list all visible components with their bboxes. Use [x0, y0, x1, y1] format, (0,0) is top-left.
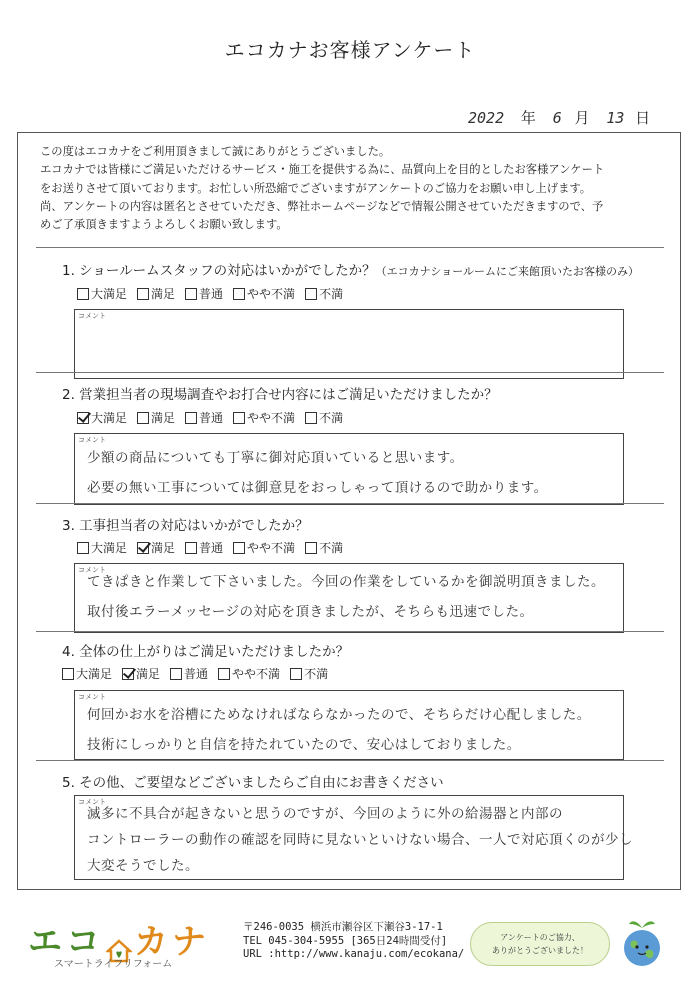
- date-month-label: 月: [574, 109, 590, 127]
- page-title: エコカナお客様アンケート: [224, 38, 476, 62]
- handwritten-comment-line: 大変そうでした。: [87, 858, 199, 874]
- checkbox-checked[interactable]: [122, 668, 134, 680]
- handwritten-comment-line: 何回かお水を浴槽にためなければならなかったので、そちらだけ心配しました。: [87, 707, 591, 723]
- handwritten-comment-line: 技術にしっかりと自信を持たれていたので、安心はしておりました。: [87, 737, 521, 753]
- checkbox[interactable]: [233, 412, 245, 424]
- option-label: 満足: [136, 667, 161, 681]
- comment-box-1[interactable]: [74, 309, 624, 379]
- checkbox[interactable]: [185, 542, 197, 554]
- option-somewhat-dissatisfied[interactable]: [233, 285, 295, 302]
- question-3-options: [77, 539, 343, 556]
- option-label: 不満: [319, 541, 344, 555]
- option-label: やや不満: [247, 541, 296, 555]
- option-somewhat-dissatisfied[interactable]: [233, 409, 295, 426]
- comment-label: コメント: [78, 312, 106, 320]
- company-address: [243, 921, 464, 962]
- option-somewhat-dissatisfied[interactable]: [233, 539, 295, 556]
- option-label: やや不満: [247, 411, 296, 425]
- comment-label: コメント: [78, 693, 106, 701]
- question-1-text: 1. ショールームスタッフの対応はいかがでしたか？: [62, 263, 376, 279]
- section-divider: [36, 247, 664, 248]
- option-dissatisfied[interactable]: [305, 285, 343, 302]
- section-divider: [36, 372, 664, 373]
- checkbox-checked[interactable]: [77, 412, 89, 424]
- option-neutral[interactable]: [185, 539, 223, 556]
- date-month: 6: [552, 109, 562, 127]
- option-dissatisfied[interactable]: [305, 409, 343, 426]
- option-label: やや不満: [247, 287, 296, 301]
- checkbox[interactable]: [137, 412, 149, 424]
- comment-label: コメント: [78, 436, 106, 444]
- logo-text-right: カナ: [134, 922, 210, 962]
- checkbox[interactable]: [305, 542, 317, 554]
- option-neutral[interactable]: [185, 409, 223, 426]
- question-4-options: [62, 665, 328, 682]
- intro-line: この度はエコカナをご利用頂きまして誠にありがとうございました。: [40, 145, 391, 158]
- checkbox[interactable]: [77, 288, 89, 300]
- date-day: 13: [606, 109, 625, 127]
- option-label: 不満: [319, 287, 344, 301]
- intro-line: 尚、アンケートの内容は匿名とさせていただき、弊社ホームページなどで情報公開させていただきますので、予: [40, 199, 604, 213]
- logo-subtitle: スマートライフリフォーム: [54, 959, 173, 970]
- question-3: [62, 514, 309, 534]
- option-label: 不満: [304, 667, 329, 681]
- earth-mascot-icon: [617, 916, 667, 972]
- option-label: 不満: [319, 411, 344, 425]
- comment-box-4[interactable]: [74, 690, 624, 760]
- checkbox[interactable]: [62, 668, 74, 680]
- section-divider: [36, 503, 664, 504]
- comment-label: コメント: [78, 798, 106, 806]
- option-label: 満足: [151, 287, 176, 301]
- handwritten-comment-line: 滅多に不具合が起きないと思うのですが、今回のように外の給湯器と内部の: [87, 806, 563, 822]
- intro-line: をお送りさせて頂いております。お忙しい所恐縮でございますがアンケートのご協力をお願い申し上げます。: [40, 181, 592, 195]
- question-4-text: 4. 全体の仕上がりはご満足いただけましたか？: [62, 644, 350, 660]
- option-label: 大満足: [76, 667, 113, 681]
- address-line: 〒246-0035 横浜市瀬谷区下瀬谷3-17-1: [243, 921, 443, 933]
- date-year: 2022: [468, 109, 505, 127]
- section-divider: [36, 760, 664, 761]
- checkbox[interactable]: [170, 668, 182, 680]
- option-satisfied[interactable]: [137, 285, 175, 302]
- checkbox[interactable]: [77, 542, 89, 554]
- option-label: やや不満: [232, 667, 281, 681]
- checkbox[interactable]: [185, 412, 197, 424]
- option-satisfied[interactable]: [122, 665, 160, 682]
- option-label: 普通: [199, 411, 224, 425]
- option-dissatisfied[interactable]: [305, 539, 343, 556]
- intro-line: エコカナでは皆様にご満足いただけるサービス・施工を提供する為に、品質向上を目的としたお客様アンケート: [40, 163, 605, 177]
- question-3-text: 3. 工事担当者の対応はいかがでしたか？: [62, 518, 309, 534]
- intro-line: めご了承頂きますようよろしくお願い致します。: [40, 218, 288, 232]
- section-divider: [36, 631, 664, 632]
- checkbox-checked[interactable]: [137, 542, 149, 554]
- comment-box-2[interactable]: [74, 433, 624, 505]
- date-day-label: 日: [635, 109, 651, 127]
- checkbox[interactable]: [305, 288, 317, 300]
- option-satisfied[interactable]: [137, 539, 175, 556]
- question-5-text: 5. その他、ご要望などございましたらご自由にお書きください: [62, 775, 444, 791]
- comment-box-5[interactable]: [74, 795, 633, 880]
- option-neutral[interactable]: [185, 285, 223, 302]
- option-somewhat-dissatisfied[interactable]: [218, 665, 280, 682]
- question-1: [62, 259, 639, 279]
- house-icon: [106, 932, 132, 956]
- checkbox[interactable]: [218, 668, 230, 680]
- logo-text-left: エコ: [28, 922, 104, 962]
- url-line: URL :http://www.kanaju.com/ecokana/: [243, 948, 465, 960]
- comment-box-3[interactable]: [74, 563, 624, 633]
- phone-line: TEL 045-304-5955 [365日24時間受付]: [243, 934, 448, 947]
- option-label: 大満足: [91, 287, 128, 301]
- option-satisfied[interactable]: [137, 409, 175, 426]
- question-4: [62, 640, 349, 660]
- option-very-satisfied[interactable]: [77, 409, 127, 426]
- checkbox[interactable]: [185, 288, 197, 300]
- option-label: 普通: [199, 541, 224, 555]
- checkbox[interactable]: [137, 288, 149, 300]
- option-dissatisfied[interactable]: [290, 665, 328, 682]
- handwritten-comment-line: 必要の無い工事については御意見をおっしゃって頂けるので助かります。: [87, 480, 548, 496]
- date-year-label: 年: [520, 109, 536, 127]
- handwritten-comment-line: てきぱきと作業して下さいました。今回の作業をしているかを御説明頂きました。: [87, 574, 605, 590]
- bubble-line: アンケートのご協力、: [500, 933, 580, 942]
- option-very-satisfied[interactable]: [77, 539, 127, 556]
- option-label: 普通: [199, 287, 224, 301]
- option-label: 大満足: [91, 411, 128, 425]
- checkbox[interactable]: [305, 412, 317, 424]
- option-neutral[interactable]: [170, 665, 208, 682]
- bubble-line: ありがとうございました！: [492, 946, 588, 955]
- thanks-speech-bubble: [470, 922, 610, 966]
- comment-label: コメント: [78, 566, 106, 574]
- option-label: 普通: [184, 667, 209, 681]
- question-1-note: （エコカナショールームにご来館頂いたお客様のみ）: [375, 265, 639, 278]
- question-5: [62, 771, 444, 791]
- question-1-options: [77, 285, 343, 302]
- option-very-satisfied[interactable]: [62, 665, 112, 682]
- handwritten-comment-line: 少額の商品についても丁寧に御対応頂いていると思います。: [87, 450, 464, 466]
- question-2-options: [77, 409, 343, 426]
- option-label: 満足: [151, 541, 176, 555]
- option-label: 大満足: [91, 541, 128, 555]
- checkbox[interactable]: [233, 542, 245, 554]
- option-label: 満足: [151, 411, 176, 425]
- handwritten-comment-line: 取付後エラーメッセージの対応を頂きましたが、そちらも迅速でした。: [87, 604, 534, 620]
- survey-date: [468, 107, 650, 128]
- question-2: [62, 383, 498, 403]
- question-2-text: 2. 営業担当者の現場調査やお打合せ内容にはご満足いただけましたか？: [62, 387, 498, 403]
- handwritten-comment-line: コントローラーの動作の確認を同時に見ないといけない場合、一人で対応頂くのが少し: [87, 832, 633, 848]
- intro-text: [40, 143, 665, 234]
- checkbox[interactable]: [290, 668, 302, 680]
- checkbox[interactable]: [233, 288, 245, 300]
- option-very-satisfied[interactable]: [77, 285, 127, 302]
